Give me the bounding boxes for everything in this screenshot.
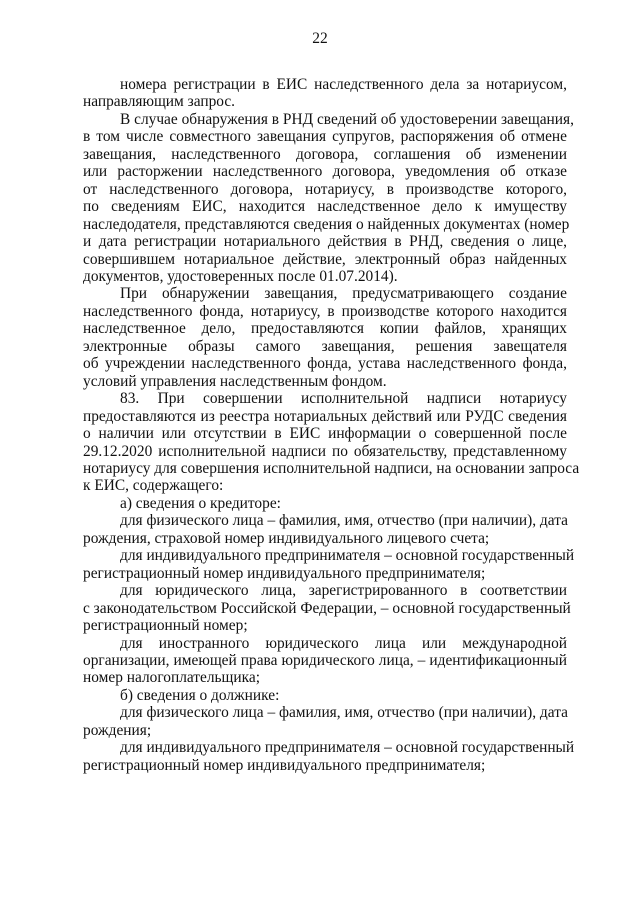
text-line: рождения, страховой номер индивидуального лицевого счета; bbox=[83, 529, 490, 547]
paragraph bbox=[83, 704, 567, 739]
text-line: наследственного фонда, нотариусу, в производстве которого находится bbox=[83, 302, 567, 320]
paragraph bbox=[83, 635, 567, 687]
text-line: для иностранного юридического лица или международной bbox=[120, 634, 567, 652]
paragraph bbox=[83, 582, 571, 635]
text-line: б) сведения о должнике: bbox=[120, 686, 280, 704]
paragraph bbox=[83, 739, 575, 774]
text-line: При обнаружении завещания, предусматривающего создание bbox=[120, 285, 567, 303]
text-line: 29.12.2020 исполнительной надписи по обязательству, представленному bbox=[83, 442, 567, 460]
text-line: регистрационный номер индивидуального предпринимателя; bbox=[83, 756, 486, 774]
text-line: о наличии или отсутствии в ЕИС информации о совершенной после bbox=[83, 425, 567, 443]
text-line: предоставляются из реестра нотариальных действий или РУДС сведения bbox=[83, 407, 567, 425]
text-line: в том числе совместного завещания супругов, распоряжения об отмене bbox=[83, 128, 567, 146]
text-line: с законодательством Российской Федерации, – основной государственный bbox=[83, 599, 571, 617]
paragraph bbox=[83, 110, 574, 286]
text-line: от наследственного договора, нотариусу, в производстве которого, bbox=[83, 180, 567, 198]
text-line: и дата регистрации нотариального действия в РНД, сведения о лице, bbox=[83, 233, 567, 251]
text-line: регистрационный номер индивидуального предпринимателя; bbox=[83, 564, 486, 582]
text-line: завещания, наследственного договора, соглашения об изменении bbox=[83, 145, 567, 163]
paragraph bbox=[83, 285, 567, 390]
page-number: 22 bbox=[312, 30, 328, 47]
text-line: номер налогоплательщика; bbox=[83, 669, 260, 687]
text-line: к ЕИС, содержащего: bbox=[83, 477, 224, 495]
text-line: 83. При совершении исполнительной надписи нотариусу bbox=[120, 390, 567, 408]
paragraph bbox=[83, 76, 567, 111]
text-line: для индивидуального предпринимателя – основной государственный bbox=[120, 547, 575, 565]
text-line: рождения; bbox=[83, 721, 152, 739]
text-line: по сведениям ЕИС, находится наследственное дело к имуществу bbox=[83, 198, 567, 216]
text-line: наследодателя, представляются сведения о найденных документах (номер bbox=[83, 215, 570, 233]
text-line: документов, удостоверенных после 01.07.2014). bbox=[83, 267, 398, 285]
text-line: наследственное дело, предоставляются копии файлов, хранящих bbox=[83, 320, 567, 338]
text-line: совершившем нотариальное действие, электронный образ найденных bbox=[83, 250, 567, 268]
paragraph bbox=[83, 390, 580, 495]
text-line: условий управления наследственным фондом. bbox=[83, 372, 387, 390]
paragraph bbox=[83, 687, 567, 704]
text-line: нотариусу для совершения исполнительной надписи, на основании запроса bbox=[83, 459, 580, 477]
text-line: или расторжении наследственного договора, уведомления об отказе bbox=[83, 163, 567, 181]
text-line: В случае обнаружения в РНД сведений об удостоверении завещания, bbox=[120, 110, 574, 128]
paragraph bbox=[83, 495, 567, 512]
text-line: регистрационный номер; bbox=[83, 617, 248, 635]
text-line: номера регистрации в ЕИС наследственного дела за нотариусом, bbox=[120, 76, 567, 93]
text-line: организации, имеющей права юридического лица, – идентификационный bbox=[83, 651, 567, 669]
text-line: направляющим запрос. bbox=[83, 93, 236, 111]
text-line: для юридического лица, зарегистрированного в соответствии bbox=[120, 582, 567, 600]
text-line: для физического лица – фамилия, имя, отчество (при наличии), дата bbox=[120, 512, 568, 530]
text-line: электронные образы самого завещания, решения завещателя bbox=[83, 337, 567, 355]
text-line: а) сведения о кредиторе: bbox=[120, 494, 281, 512]
document-body bbox=[83, 76, 580, 774]
text-line: об учреждении наследственного фонда, устава наследственного фонда, bbox=[83, 355, 567, 373]
paragraph bbox=[83, 512, 567, 547]
text-line: для индивидуального предпринимателя – основной государственный bbox=[120, 739, 575, 757]
text-line: для физического лица – фамилия, имя, отчество (при наличии), дата bbox=[120, 704, 568, 722]
paragraph bbox=[83, 547, 575, 582]
